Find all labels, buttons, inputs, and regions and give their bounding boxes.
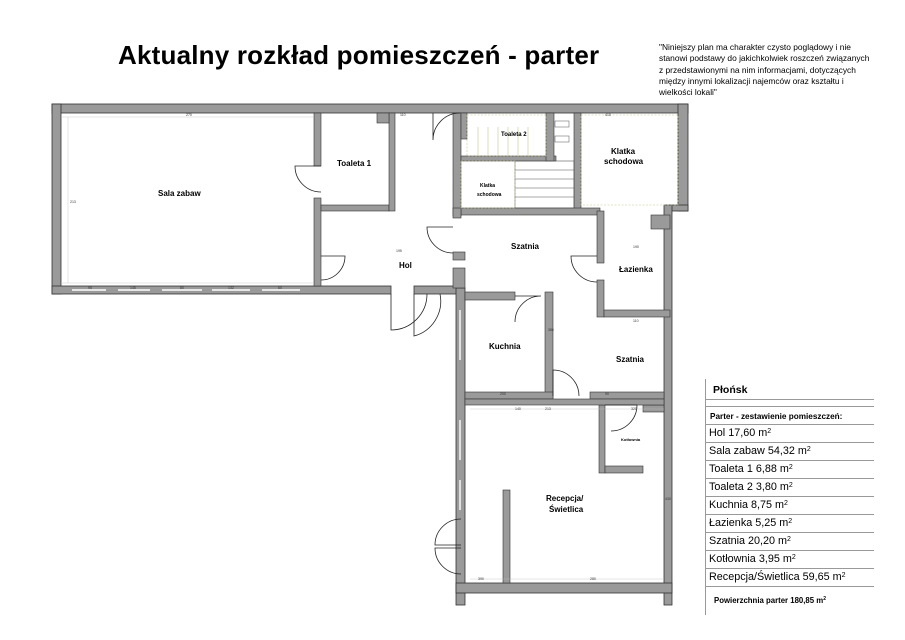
room-label-toaleta-1: Toaleta 1 xyxy=(337,159,372,168)
legend-row xyxy=(706,425,874,443)
room-label-szatnia-upper: Szatnia xyxy=(511,242,540,251)
unit: m xyxy=(758,427,768,439)
legend-row-text: Szatnia 20,20 xyxy=(709,535,776,547)
dimension-label: 95 xyxy=(88,286,92,290)
unit: m xyxy=(779,463,789,475)
dimension-label: 386 xyxy=(548,328,554,332)
legend-row-text: Toaleta 1 6,88 xyxy=(709,463,777,475)
unit-exp: 2 xyxy=(767,428,772,435)
unit: m xyxy=(816,596,824,605)
legend-row xyxy=(706,479,874,497)
dimension-label: 213 xyxy=(70,200,76,204)
room-label-hol: Hol xyxy=(399,261,412,270)
page-title: Aktualny rozkład pomieszczeń - parter xyxy=(118,40,600,70)
unit: m xyxy=(782,553,792,565)
door-swings xyxy=(295,113,637,574)
dimension-label: 390 xyxy=(478,577,484,581)
legend-row-text: Hol 17,60 xyxy=(709,427,756,439)
legend-row xyxy=(706,461,874,479)
room-label-swietlica: Świetlica xyxy=(549,505,584,514)
unit-exp: 2 xyxy=(791,554,796,561)
outer-walls xyxy=(52,104,688,605)
room-label-szatnia-lower: Szatnia xyxy=(616,355,645,364)
fixtures xyxy=(555,121,569,142)
dimension-label: 270 xyxy=(186,113,192,117)
unit-exp: 2 xyxy=(788,482,793,489)
unit: m xyxy=(797,445,807,457)
unit-exp: 2 xyxy=(788,518,793,525)
legend-row xyxy=(706,443,874,461)
dimension-label: 430 xyxy=(665,497,671,501)
legend-row xyxy=(706,569,874,587)
dimension-label: 110 xyxy=(400,113,406,117)
dimension-label: 60 xyxy=(278,286,282,290)
legend-row xyxy=(706,515,874,533)
room-label-sala-zabaw: Sala zabaw xyxy=(158,189,201,198)
legend-row-text: Kotłownia 3,95 xyxy=(709,553,780,565)
legend-row-text: Toaleta 2 3,80 xyxy=(709,481,777,493)
dimension-label: 110 xyxy=(633,319,639,323)
unit: m xyxy=(775,499,785,511)
unit-exp: 2 xyxy=(787,536,791,543)
legend-total-text: Powierzchnia parter 180,85 xyxy=(714,596,815,605)
legend-row xyxy=(706,551,874,569)
room-label-klatka-small: Klatka xyxy=(480,183,496,189)
room-label-kotlownia: Kotłownia xyxy=(621,437,641,442)
legend-row xyxy=(706,533,874,551)
unit: m xyxy=(832,571,842,583)
room-label-lazienka: Łazienka xyxy=(619,265,653,274)
dimension-label: 410 xyxy=(605,113,611,117)
dimension-label: 213 xyxy=(545,407,551,411)
room-label-toaleta-2: Toaleta 2 xyxy=(501,132,527,138)
unit: m xyxy=(779,481,789,493)
room-label-klatka-schodowa: Klatka xyxy=(611,147,636,156)
area-legend xyxy=(705,379,874,615)
legend-city: Płońsk xyxy=(706,379,874,400)
dimension-label: 320 xyxy=(631,407,637,411)
room-label-kuchnia: Kuchnia xyxy=(489,342,521,351)
dimension-label: 145 xyxy=(130,286,136,290)
room-label-klatka-schodowa: schodowa xyxy=(604,157,644,166)
unit-exp: 2 xyxy=(806,446,811,453)
dimension-label: 80 xyxy=(180,286,184,290)
unit-exp: 2 xyxy=(788,464,793,471)
unit-exp: 2 xyxy=(784,500,788,507)
dimension-label: 90 xyxy=(605,392,609,396)
legend-row-text: Recepcja/Świetlica 59,65 xyxy=(709,571,830,583)
room-label-recepcja: Recepcja/ xyxy=(546,494,584,503)
dimension-label: 132 xyxy=(228,286,234,290)
legend-row xyxy=(706,497,874,515)
dimension-label: 280 xyxy=(590,577,596,581)
room-label-klatka-small: schodowa xyxy=(477,192,502,198)
legend-row-text: Łazienka 5,25 xyxy=(709,517,777,529)
unit-exp: 2 xyxy=(823,596,826,602)
dimension-label: 190 xyxy=(633,245,639,249)
disclaimer-note: "Niniejszy plan ma charakter czysto poglądowy i nie stanowi podstawy do jakichkolwiek roszczeń związanych z przedstawionymi na nim informacjami, dotyczących między innymi lokalizacji najemców oraz kształtu i wielkości lokali" xyxy=(659,42,870,98)
unit: m xyxy=(779,517,789,529)
dimension-label: 140 xyxy=(515,407,521,411)
legend-row-text: Kuchnia 8,75 xyxy=(709,499,773,511)
unit: m xyxy=(778,535,788,547)
legend-total xyxy=(706,587,874,615)
legend-subtitle: Parter - zestawienie pomieszczeń: xyxy=(706,406,874,425)
dimension-label: 200 xyxy=(500,392,506,396)
unit-exp: 2 xyxy=(841,572,846,579)
dimension-label: 195 xyxy=(396,249,402,253)
legend-row-text: Sala zabaw 54,32 xyxy=(709,445,795,457)
